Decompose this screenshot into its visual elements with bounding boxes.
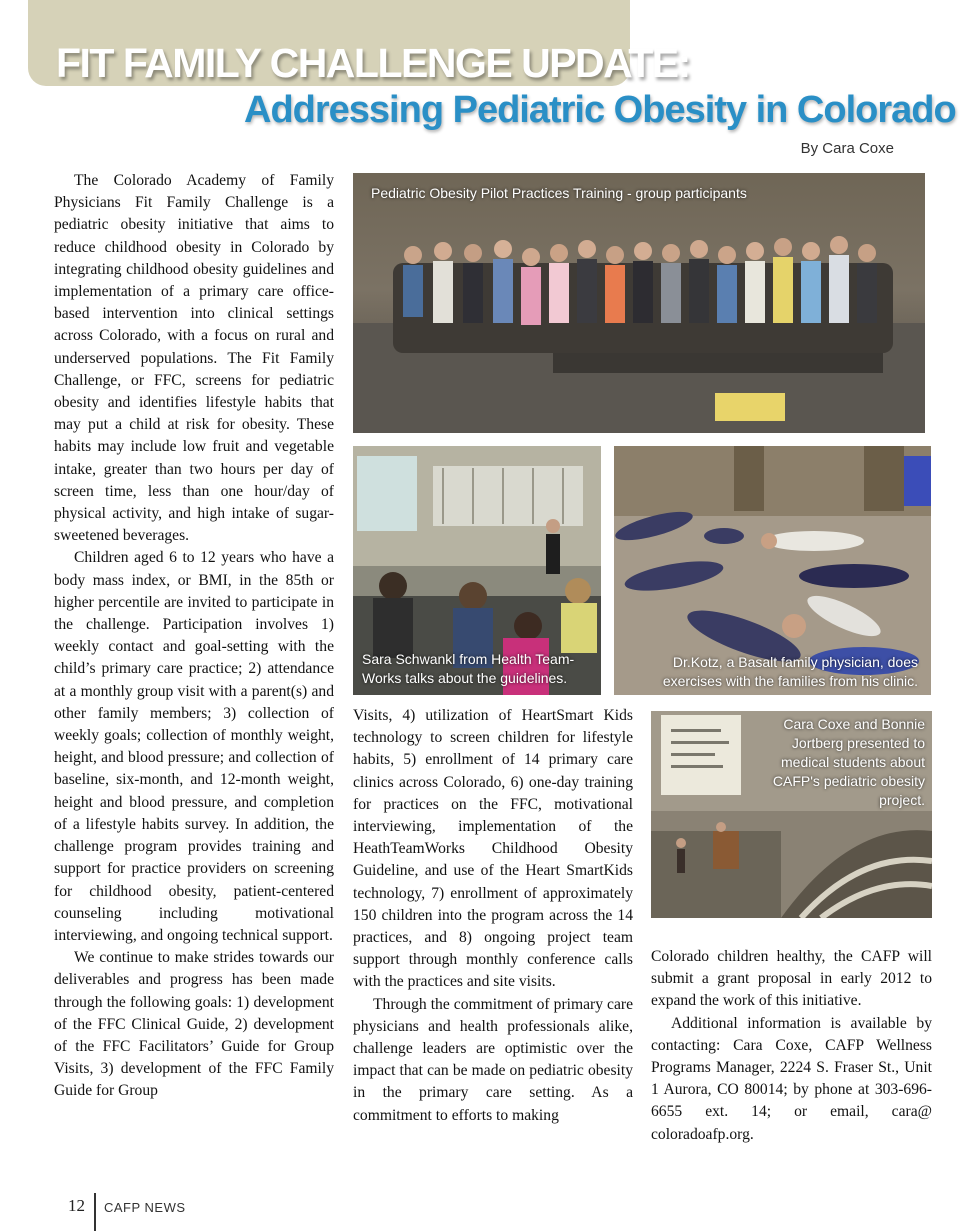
paragraph: Children aged 6 to 12 years who have a body mass index, or BMI, in the 85th or higher percentile are invited to participate in the challenge. Participation involves 1) weekly contact and goal-setting with the child’s primary care practice; 2) attendance at a monthly group visit with a parent(s) and other family members; 3) collection of weekly goals; collection of monthly weight, height, and blood pressure; and collection of baseline, six-month, and 12-month weight, height and blood pressure, and completion of a lifestyle habits survey. In addition, the challenge program provides training and support for practice providers on screening for childhood obesity, patient-centered counseling including motivational interviewing, and ongoing technical support. xyxy=(54,549,334,944)
training-photo-caption: Sara Schwankl from Health Team-Works talks about the guidelines. xyxy=(362,651,575,686)
article-column-3 xyxy=(651,946,932,1146)
group-photo-caption: Pediatric Obesity Pilot Practices Training - group participants xyxy=(371,185,747,201)
exercise-photo-caption: Dr.Kotz, a Basalt family physician, does exercises with the families from his clinic. xyxy=(662,654,918,689)
publication-name: CAFP NEWS xyxy=(104,1200,186,1215)
article-column-1 xyxy=(54,170,334,1103)
paragraph: Through the commitment of primary care physicians and health professionals alike, challenge leaders are optimistic over the impact that can be made on pediatric obesity in the primary care setting. As a commitment to efforts to making xyxy=(353,995,633,1124)
lecture-photo xyxy=(651,711,932,918)
group-photo-image xyxy=(353,173,925,433)
lecture-photo-caption: Cara Coxe and Bonnie Jortberg presented to medical students about CAFP's pediatric obesity project. xyxy=(772,716,925,808)
page-number: 12 xyxy=(68,1196,85,1215)
paragraph: Visits, 4) utilization of HeartSmart Kids technology to screen children for lifestyle habits, 5) enrollment of 14 primary care clinics across Colorado, 6) one-day training for practices on the FFC, motivational interviewing, implementation of the HeathTeamWorks Childhood Obesity Guideline, and use of the Heart SmartKids technology, 7) enrollment of approximately 150 children into the program across the 14 practices, and 8) ongoing project team support through monthly conference calls with the practices and site visits. xyxy=(353,707,633,991)
footer-divider xyxy=(94,1193,96,1231)
paragraph: The Colorado Academy of Family Physicians Fit Family Challenge is a pediatric obesity initiative that aims to reduce childhood obesity in Colorado by integrating childhood obesity guidelines and implementation of a primary care office-based intervention into clinical settings across Colorado, with a focus on rural and underserved populations. The Fit Family Challenge, or FFC, screens for pediatric obesity and identifies lifestyle habits that may put a child at risk for obesity. These habits may include low fruit and vegetable intake, greater than two hours per day of screen time, less than one hour/day of physical activity, and high intake of sugar-sweetened beverages. xyxy=(54,172,334,545)
byline: By Cara Coxe xyxy=(800,140,894,157)
paragraph: Colorado children healthy, the CAFP will submit a grant proposal in early 2012 to expand the work of this initiative. xyxy=(651,948,932,1010)
exercise-photo xyxy=(614,446,931,695)
paragraph: Additional information is available by contacting: Cara Coxe, CAFP Wellness Programs Manager, 2224 S. Fraser St., Unit 1 Aurora, CO 80014; by phone at 303-696-6655 ext. 14; or email, cara@ coloradoafp.org. xyxy=(651,1014,932,1143)
training-photo xyxy=(353,446,601,695)
group-photo xyxy=(353,173,925,433)
article-column-2 xyxy=(353,705,633,1127)
paragraph: We continue to make strides towards our deliverables and progress has been made through the following goals: 1) development of the FFC Clinical Guide, 2) development of the FFC Facilitators’ Guide for Group Visits, 3) development of the FFC Family Guide for Group xyxy=(54,949,334,1100)
article-subtitle: Addressing Pediatric Obesity in Colorado xyxy=(244,89,956,131)
article-title: FIT FAMILY CHALLENGE UPDATE: xyxy=(56,40,690,86)
